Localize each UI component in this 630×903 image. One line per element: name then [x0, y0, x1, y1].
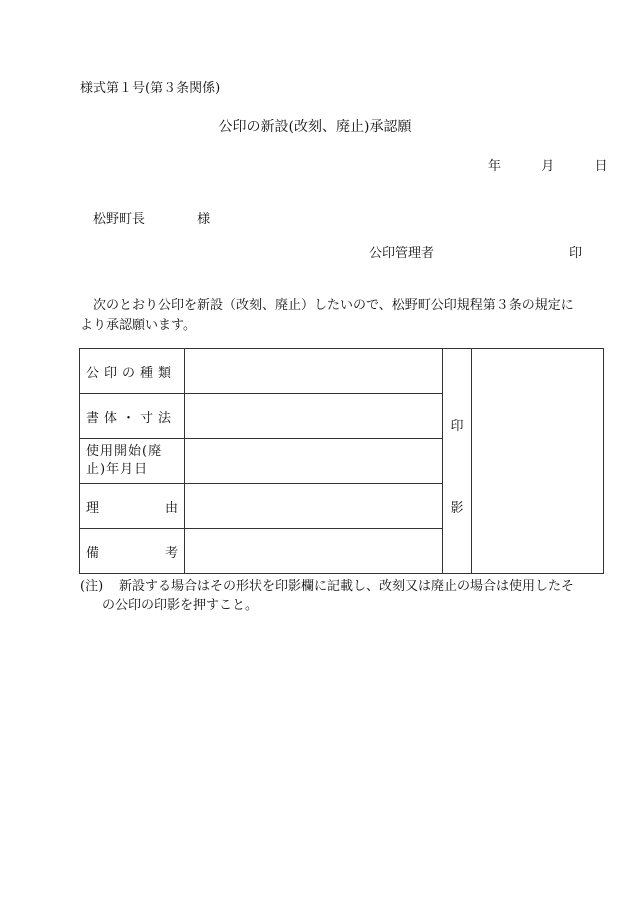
year-label: 年	[488, 159, 502, 174]
application-table	[79, 348, 604, 574]
month-label: 月	[541, 159, 555, 174]
row-label-reason	[80, 484, 185, 529]
date-line	[488, 160, 608, 173]
addressee	[93, 213, 210, 226]
row-label-seal-type: 公印の種類	[80, 349, 185, 394]
seal-type-field[interactable]	[185, 349, 443, 394]
remarks-field[interactable]	[185, 529, 443, 574]
reason-label-char-2: 由	[164, 500, 178, 516]
remarks-label-char-2: 考	[164, 545, 178, 561]
seal-impression-box[interactable]	[472, 349, 604, 574]
reason-label-char-1: 理	[86, 500, 100, 516]
applicant-label: 公印管理者	[369, 246, 435, 261]
note-line-2: の公印の印影を押すこと。	[102, 598, 259, 613]
reason-field[interactable]	[185, 484, 443, 529]
note-prefix: (注)	[80, 579, 104, 594]
start-date-field[interactable]	[185, 439, 443, 484]
applicant-seal-mark: 印	[569, 246, 583, 261]
seal-impression-label-2: 影	[450, 501, 464, 516]
row-label-remarks	[80, 529, 185, 574]
note-line-1: 新設する場合はその形状を印影欄に記載し、改刻又は廃止の場合は使用したそ	[119, 579, 575, 594]
addressee-name: 松野町長	[93, 212, 146, 227]
remarks-label-char-1: 備	[86, 545, 100, 561]
form-number: 様式第１号(第３条関係)	[80, 81, 221, 96]
row-label-start-date: 使用開始(廃止)年月日	[80, 439, 185, 484]
table-row	[80, 349, 604, 394]
font-size-field[interactable]	[185, 394, 443, 439]
seal-impression-label-cell	[443, 349, 472, 574]
request-body-text: 次のとおり公印を新設（改刻、廃止）したいので、松野町公印規程第３条の規定により承認願います。	[80, 298, 574, 333]
addressee-honorific: 様	[197, 212, 211, 227]
seal-impression-label-1: 印	[450, 419, 464, 434]
day-label: 日	[594, 159, 608, 174]
row-label-font-size: 書体・寸法	[80, 394, 185, 439]
document-title: 公印の新設(改刻、廃止)承認願	[218, 119, 412, 135]
